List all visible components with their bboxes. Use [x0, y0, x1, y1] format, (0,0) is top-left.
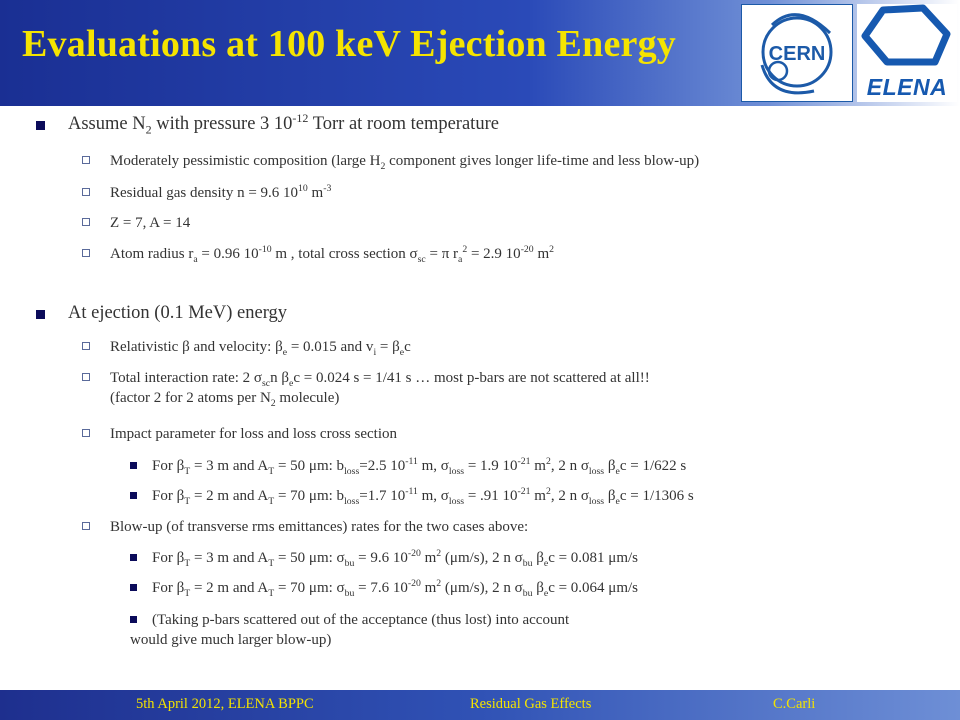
cern-logo-icon: [742, 5, 852, 101]
bullet-text: Moderately pessimistic composition (large $H_2$ component gives longer life-time and less blow-up): [110, 153, 700, 172]
bullet-box-icon: [82, 188, 90, 196]
bullet-text: Residual gas density n = 9.6 $10^{10}$ $m^{-3}$: [110, 183, 332, 201]
bullet-box-icon: [82, 429, 90, 437]
bullet-box-icon: [82, 522, 90, 530]
bullet-box-icon: [82, 373, 90, 381]
bullet-box-icon: [82, 218, 90, 226]
svg-text:CERN: CERN: [768, 43, 826, 65]
cern-logo: [741, 4, 853, 102]
bullet-text: Atom radius $r_a = 0.96$ $10^{-10}$ m , total cross section $\sigma_{sc} = \pi$ $r_a^2 = 2.9$ $10^{-20}$ $m^2$: [110, 244, 554, 265]
bullet-text: Total interaction rate: 2 $\sigma_{sc}n$ $\beta_ec = 0.024$ s = 1/41 s … most p-bars are not scattered at all!! (factor 2 for 2 atoms per $N_2$ molecule): [110, 370, 650, 409]
elena-logo: [857, 4, 957, 102]
bullet-square-icon: [36, 121, 45, 130]
bullet-text: Z = 7, A = 14: [110, 215, 191, 231]
bullet-square-icon: [36, 310, 45, 319]
bullet-text: Assume $N_2$ with pressure 3 $10^{-12}$ Torr at room temperature: [68, 110, 499, 137]
bullet-text: At ejection (0.1 MeV) energy: [68, 303, 288, 323]
bullet-text: Impact parameter for loss and loss cross section: [110, 426, 397, 442]
bullet-box-icon: [82, 156, 90, 164]
bullet-text: For $\beta_T = 3$ m and $A_T = 50$ μm: $\sigma_{bu} = 9.6$ $10^{-20}$ $m^2$ (μm/s), 2 n $\sigma_{bu}$ $\beta_ec = 0.081$ μm/s: [152, 548, 639, 569]
bullet-square-icon: [130, 616, 137, 623]
bullet-box-icon: [82, 249, 90, 257]
elena-ring-icon: [857, 4, 957, 74]
slide-title: Evaluations at 100 keV Ejection Energy: [22, 23, 676, 65]
bullet-text: Relativistic β and velocity: $\beta_e = 0.015$ and $v_i = \beta_ec$: [110, 339, 411, 358]
footer-bar: [0, 690, 960, 720]
elena-logo-text: ELENA: [866, 74, 948, 100]
footer-topic: Residual Gas Effects: [470, 696, 592, 712]
bullet-text: For $\beta_T = 3$ m and $A_T = 50$ μm: $b_{loss}=2.5$ $10^{-11}$ m, $\sigma_{loss} = 1.9$ $10^{-21}$ $m^2$, 2 n $\sigma_{loss}$ $\beta_ec = 1/622$ s: [152, 456, 687, 477]
bullet-box-icon: [82, 342, 90, 350]
bullet-text: (Taking p-bars scattered out of the acceptance (thus lost) into account would give much larger blow-up): [130, 612, 570, 648]
bullet-square-icon: [130, 492, 137, 499]
bullet-text: For $\beta_T = 2$ m and $A_T = 70$ μm: $b_{loss}=1.7$ $10^{-11}$ m, $\sigma_{loss} = .91$ $10^{-21}$ $m^2$, 2 n $\sigma_{loss}$ $\beta_ec = 1/1306$ s: [152, 486, 694, 507]
bullet-text: Blow-up (of transverse rms emittances) rates for the two cases above:: [110, 519, 529, 535]
footer-author: C.Carli: [773, 696, 816, 712]
bullet-square-icon: [130, 462, 137, 469]
bullet-square-icon: [130, 554, 137, 561]
bullet-square-icon: [130, 584, 137, 591]
footer-date-event: 5th April 2012, ELENA BPPC: [136, 696, 314, 712]
title-bar: [0, 0, 960, 106]
bullet-text: For $\beta_T = 2$ m and $A_T = 70$ μm: $\sigma_{bu} = 7.6$ $10^{-20}$ $m^2$ (μm/s), 2 n $\sigma_{bu}$ $\beta_ec = 0.064$ μm/s: [152, 578, 639, 599]
